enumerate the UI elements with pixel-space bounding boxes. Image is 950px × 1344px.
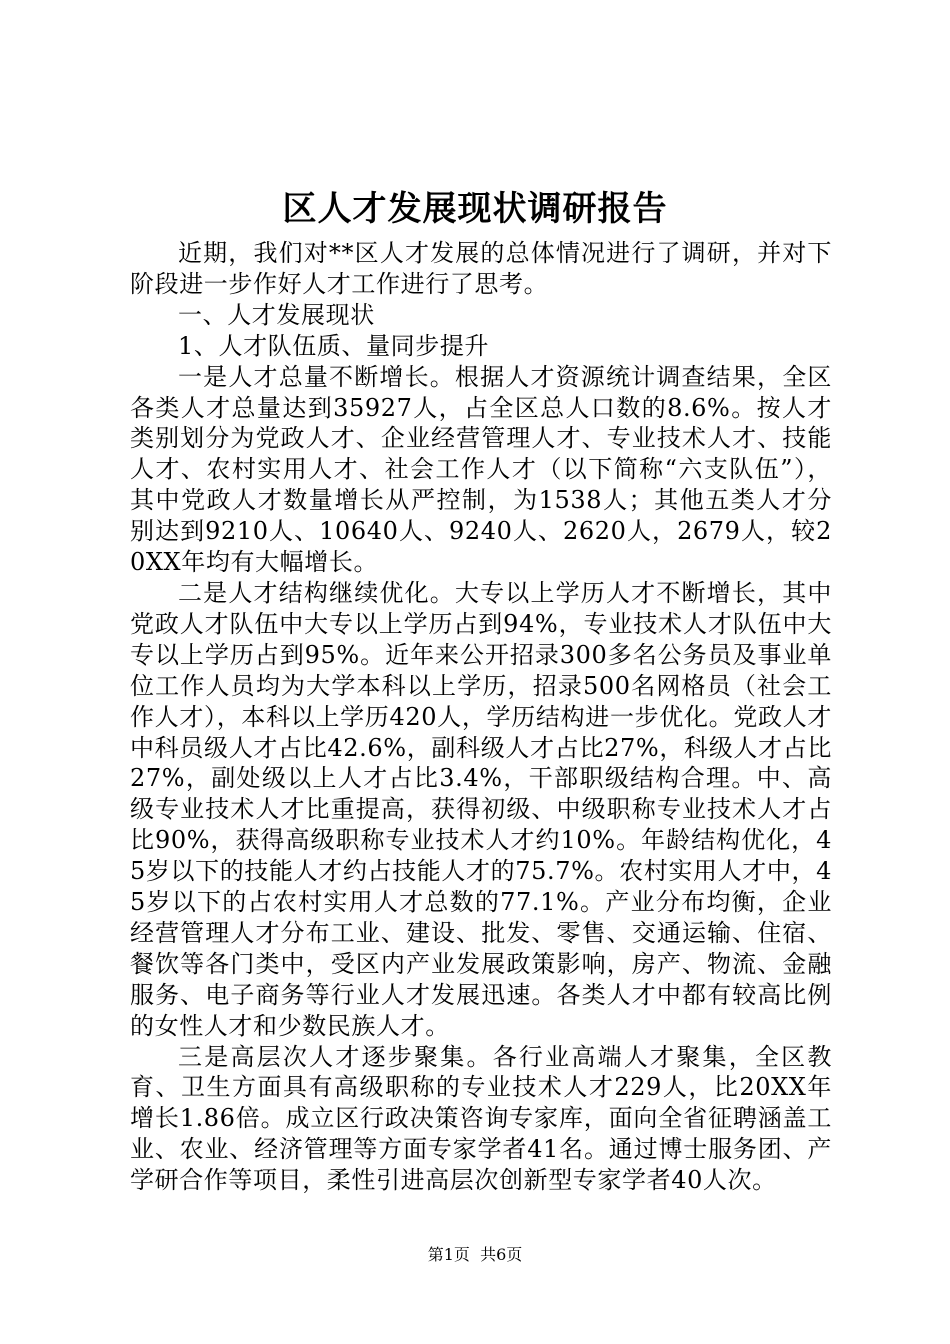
paragraph-talent-structure: 二是人才结构继续优化。大专以上学历人才不断增长，其中党政人才队伍中大专以上学历占到94%，专业技术人才队伍中大专以上学历占到95%。近年来公开招录300多名公务员及事业单位工作人员均为大学本科以上学历，招录500名网格员（社会工作人才），本科以上学历420人，学历结构进一步优化。党政人才中科员级人才占比42.6%，副科级人才占比27%，科级人才占比27%，副处级以上人才占比3.4%，干部职级结构合理。中、高级专业技术人才比重提高，获得初级、中级职称专业技术人才占比90%，获得高级职称专业技术人才约10%。年龄结构优化，45岁以下的技能人才约占技能人才的75.7%。农村实用人才中，45岁以下的占农村实用人才总数的77.1%。产业分布均衡，企业经营管理人才分布工业、建设、批发、零售、交通运输、住宿、餐饮等各门类中，受区内产业发展政策影响，房产、物流、金融服务、电子商务等行业人才发展迅速。各类人才中都有较高比例的女性人才和少数民族人才。: [130, 578, 832, 1040]
section-heading: 一、人才发展现状: [178, 300, 375, 329]
page-number: 第1页: [427, 1245, 470, 1264]
page-total: 共6页: [480, 1245, 523, 1264]
paragraph-intro: 近期，我们对**区人才发展的总体情况进行了调研，并对下阶段进一步作好人才工作进行了思考。: [130, 239, 832, 298]
paragraph-talent-total: 一是人才总量不断增长。根据人才资源统计调查结果，全区各类人才总量达到35927人，占全区总人口数的8.6%。按人才类别划分为党政人才、企业经营管理人才、专业技术人才、技能人才、农村实用人才、社会工作人才（以下简称“六支队伍”），其中党政人才数量增长从严控制，为1538人；其他五类人才分别达到9210人、10640人、9240人、2620人，2679人，较20XX年均有大幅增长。: [130, 362, 832, 577]
paragraph-high-level-talent: 三是高层次人才逐步聚集。各行业高端人才聚集，全区教育、卫生方面具有高级职称的专业技术人才229人，比20XX年增长1.86倍。成立区行政决策咨询专家库，面向全省征聘涵盖工业、农业、经济管理等方面专家学者41名。通过博士服务团、产学研合作等项目，柔性引进高层次创新型专家学者40人次。: [130, 1042, 832, 1195]
subsection-heading: 1、人才队伍质、量同步提升: [178, 331, 490, 360]
document-body: [130, 238, 832, 1196]
page-footer: [0, 1244, 950, 1266]
document-title: 区人才发展现状调研报告: [282, 189, 668, 229]
